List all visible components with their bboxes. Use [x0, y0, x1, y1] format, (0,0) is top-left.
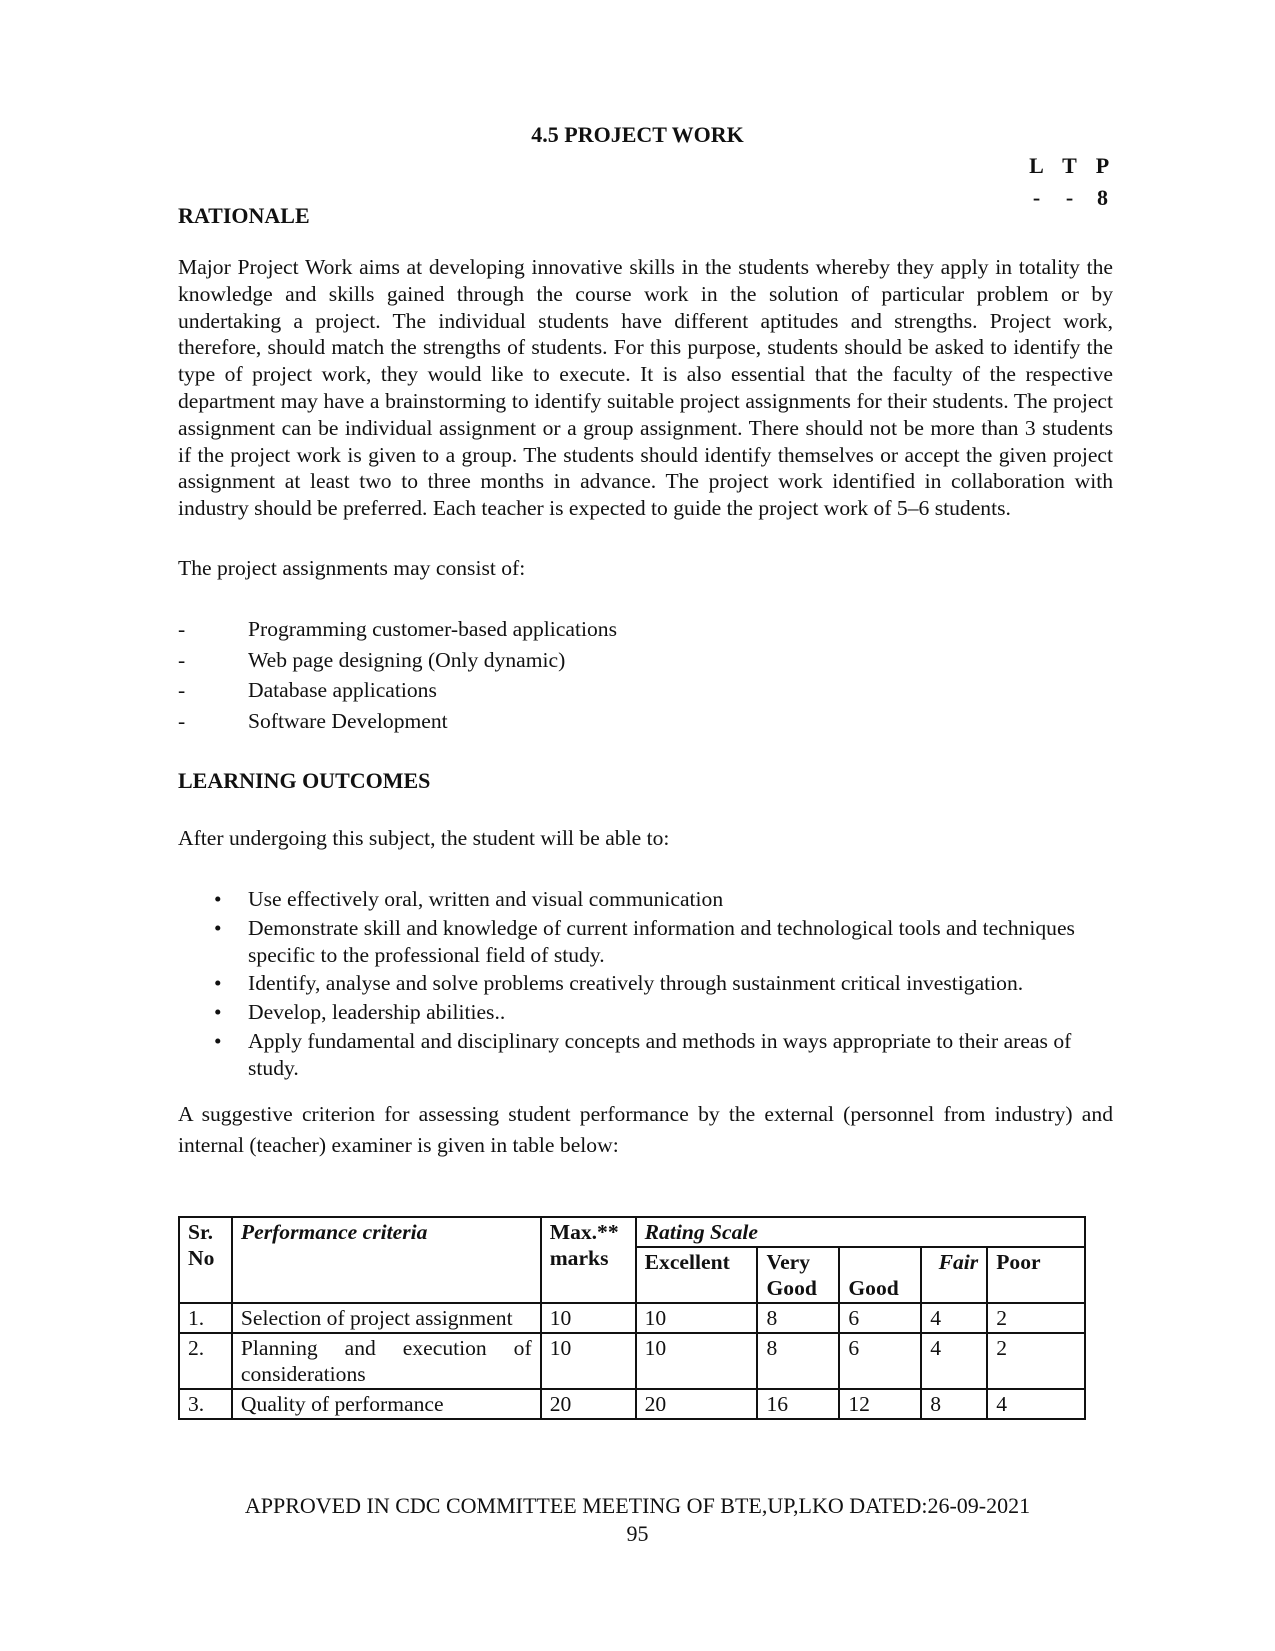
list-item: - Programming customer-based applications [178, 617, 617, 641]
bullet-icon: • [214, 915, 222, 940]
bullet-icon: • [214, 1028, 222, 1053]
assessment-table [178, 1216, 1086, 1420]
header-max-marks: Max.** marks [541, 1217, 636, 1303]
list-item: • Use effectively oral, written and visual communication [214, 887, 724, 911]
consist-line: The project assignments may consist of: [178, 556, 526, 580]
header-rating-scale: Rating Scale [636, 1217, 1085, 1247]
ltp-values [1020, 182, 1119, 214]
list-item: • Demonstrate skill and knowledge of current information and technological tools and techniques specific to the professional field of study. [214, 915, 1075, 967]
assessment-intro: A suggestive criterion for assessing student performance by the external (personnel from industry) and internal (teacher) examiner is given in table below: [178, 1102, 1113, 1157]
header-very-good: Very Good [757, 1247, 839, 1303]
outcomes-intro: After undergoing this subject, the student will be able to: [178, 826, 670, 850]
header-poor: Poor [987, 1247, 1085, 1303]
bullet-icon: • [214, 971, 222, 996]
list-item: • Apply fundamental and disciplinary concepts and methods in ways appropriate to their areas of study. [214, 1028, 1072, 1080]
ltp-value-p: 8 [1097, 185, 1108, 210]
page-title: 4.5 PROJECT WORK [531, 122, 744, 147]
page-number: 95 [626, 1521, 649, 1546]
ltp-label-l: L [1029, 153, 1044, 178]
list-item: - Database applications [178, 678, 437, 702]
table-header-row [179, 1217, 1085, 1247]
list-item: • Identify, analyse and solve problems creatively through sustainment critical investigation. [214, 971, 1024, 996]
list-item: - Web page designing (Only dynamic) [178, 647, 566, 672]
bullet-icon: • [214, 887, 222, 911]
list-item: - Software Development [178, 708, 448, 733]
ltp-value-t: - [1065, 185, 1074, 210]
header-excellent: Excellent [636, 1247, 758, 1303]
table-row: 3. Quality of performance 20 20 16 12 8 4 [179, 1389, 1085, 1419]
approval-note: APPROVED IN CDC COMMITTEE MEETING OF BTE,UP,LKO DATED:26-09-2021 [244, 1493, 1031, 1518]
rationale-heading: RATIONALE [178, 203, 310, 228]
header-good: Good [839, 1247, 921, 1303]
header-criteria: Performance criteria [232, 1217, 541, 1303]
bullet-icon: • [214, 1000, 222, 1025]
ltp-label-t: T [1062, 153, 1077, 178]
ltp-label-p: P [1095, 153, 1110, 178]
ltp-value-l: - [1032, 185, 1041, 210]
assignment-type-list [178, 614, 617, 736]
header-sr-no: Sr. No [179, 1217, 232, 1303]
ltp-block [1020, 150, 1119, 214]
list-item: • Develop, leadership abilities.. [214, 1000, 506, 1025]
learning-outcomes-heading: LEARNING OUTCOMES [178, 768, 431, 793]
page-footer [0, 1492, 1275, 1548]
header-fair: Fair [921, 1247, 987, 1303]
table-row: 2. Planning and execution of considerations 10 10 8 6 4 2 [179, 1333, 1085, 1389]
table-row: 1. Selection of project assignment 10 10 8 6 4 2 [179, 1303, 1085, 1333]
rationale-paragraph: Major Project Work aims at developing innovative skills in the students whereby they apply in totality the knowledge and skills gained through the course work in the solution of particular problem or by undertaking a project. The individual students have different aptitudes and strengths. Project work, therefore, should match the strengths of students. For this purpose, students should be asked to identify the type of project work, they would like to execute. It is also essential that the faculty of the respective department may have a brainstorming to identify suitable project assignments for their students. The project assignment can be individual assignment or a group assignment. There should not be more than 3 students if the project work is given to a group. The students should identify themselves or accept the given project assignment at least two to three months in advance. The project work identified in collaboration with industry should be preferred. Each teacher is expected to guide the project work of 5–6 students. [178, 255, 1113, 521]
outcomes-list [214, 886, 1114, 1084]
ltp-labels [1020, 150, 1119, 182]
